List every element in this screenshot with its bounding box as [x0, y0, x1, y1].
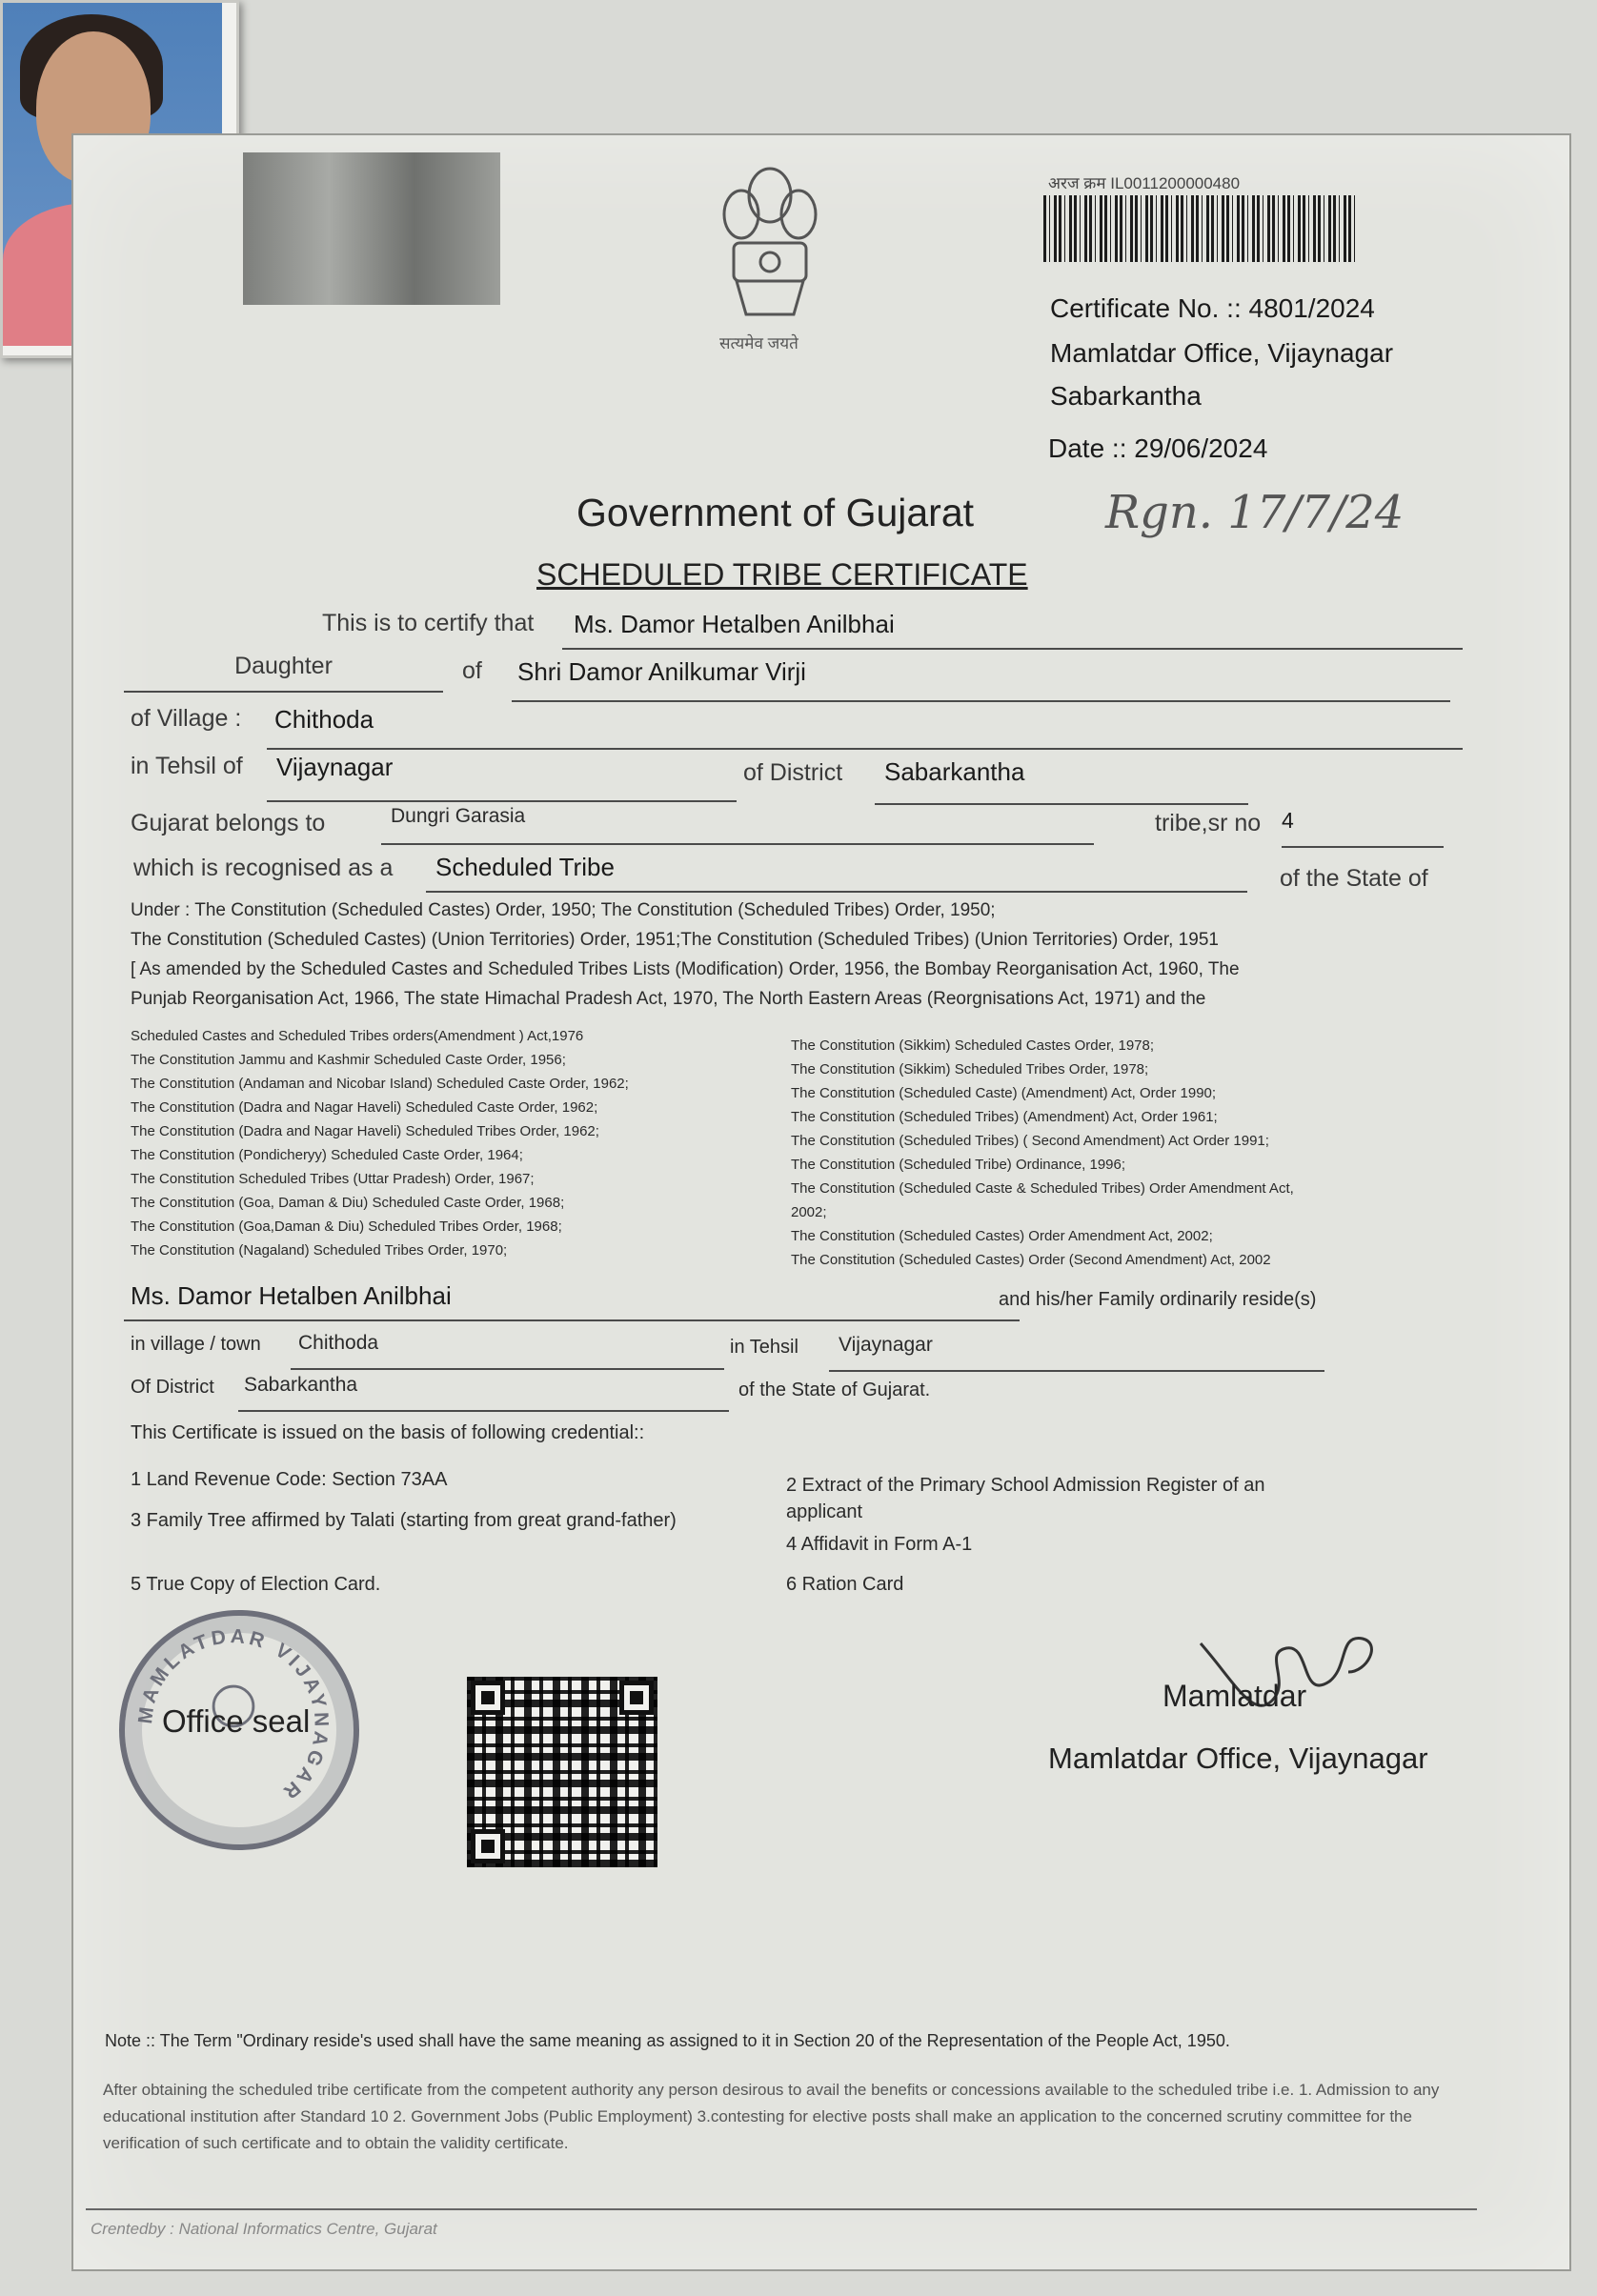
belongs-label: Gujarat belongs to: [131, 810, 326, 836]
recognised-value: Scheduled Tribe: [435, 853, 615, 881]
credential-item: 1 Land Revenue Code: Section 73AA: [131, 1469, 448, 1490]
under-line: Punjab Reorganisation Act, 1966, The state Himachal Pradesh Act, 1970, The North Eastern Areas (Reorgnisations Act, 1971) and the: [131, 989, 1206, 1009]
order-item: The Constitution (Andaman and Nicobar Island) Scheduled Caste Order, 1962;: [131, 1076, 629, 1092]
handwritten-note: Rgn. 17/7/24: [1105, 486, 1405, 539]
orders-left-column: [131, 1024, 778, 1262]
credential-item: 3 Family Tree affirmed by Talati (starting from great grand-father): [131, 1510, 677, 1531]
national-emblem-icon: [713, 162, 827, 333]
of-label: of: [462, 657, 482, 684]
footer-credit: Crentedby : National Informatics Centre, Gujarat: [91, 2220, 437, 2238]
order-item: The Constitution (Goa, Daman & Diu) Scheduled Caste Order, 1968;: [131, 1195, 565, 1211]
qr-finder: [471, 1829, 505, 1863]
order-item: The Constitution (Scheduled Caste) (Amendment) Act, Order 1990;: [791, 1085, 1217, 1101]
order-item: The Constitution (Nagaland) Scheduled Tribes Order, 1970;: [131, 1242, 508, 1259]
order-item: 2002;: [791, 1204, 827, 1220]
barcode: [1043, 195, 1358, 262]
note-paragraph: After obtaining the scheduled tribe certificate from the competent authority any person desirous to avail the benefits or concessions available to the scheduled tribe i.e. 1. Admission to any educational institution after Standard 10 2. Government Jobs (Public Employment) 3.contesting for elective posts shall make an application to the concerned scrutiny committee for the verification of such certificate and to obtain the validity certificate.: [103, 2081, 1440, 2152]
note-line: Note :: The Term "Ordinary reside's used shall have the same meaning as assigned to it in Section 20 of the Representation of the People Act, 1950.: [105, 2031, 1230, 2050]
footer-divider: [86, 2208, 1477, 2210]
certificate-date: Date :: 29/06/2024: [1048, 433, 1268, 463]
reside-label: and his/her Family ordinarily reside(s): [999, 1289, 1317, 1310]
scanned-image-strip: [243, 152, 500, 305]
credentials-intro: This Certificate is issued on the basis of following credential::: [131, 1422, 645, 1443]
emblem-motto: सत्यमेव जयते: [719, 334, 798, 352]
state-of-label: of the State of: [1280, 865, 1428, 892]
signatory-title: Mamlatdar: [1162, 1679, 1307, 1713]
village-value: Chithoda: [274, 705, 374, 734]
father-name: Shri Damor Anilkumar Virji: [517, 657, 806, 686]
credential-item: 4 Affidavit in Form A-1: [786, 1534, 973, 1555]
relation-line: [124, 653, 443, 693]
credential-item: 2 Extract of the Primary School Admission Register of an applicant: [786, 1475, 1265, 1522]
tehsil-value: Vijaynagar: [276, 753, 394, 781]
qr-code: [467, 1677, 657, 1867]
credential-item: 5 True Copy of Election Card.: [131, 1574, 381, 1595]
order-item: The Constitution (Goa,Daman & Diu) Scheduled Tribes Order, 1968;: [131, 1218, 562, 1235]
residence-tehsil: Vijaynagar: [839, 1334, 933, 1356]
order-item: The Constitution (Sikkim) Scheduled Castes Order, 1978;: [791, 1037, 1155, 1054]
tribe-sr-line: [1282, 808, 1444, 848]
order-item: The Constitution (Pondicheryy) Scheduled Caste Order, 1964;: [131, 1147, 523, 1163]
order-item: The Constitution (Scheduled Castes) Order (Second Amendment) Act, 2002: [791, 1252, 1271, 1268]
residence-state-label: of the State of Gujarat.: [738, 1380, 931, 1400]
order-item: Scheduled Castes and Scheduled Tribes orders(Amendment ) Act,1976: [131, 1028, 584, 1044]
order-item: The Constitution (Sikkim) Scheduled Tribes Order, 1978;: [791, 1061, 1149, 1078]
district-value: Sabarkantha: [884, 757, 1025, 786]
office-seal-label: Office seal: [162, 1703, 311, 1739]
residence-village-label: in village / town: [131, 1334, 261, 1355]
tehsil-label: in Tehsil of: [131, 753, 243, 779]
under-line: [ As amended by the Scheduled Castes and Scheduled Tribes Lists (Modification) Order, 1956, the Bombay Reorganisation Act, 1960, The: [131, 959, 1240, 979]
tribe-value: Dungri Garasia: [391, 805, 526, 827]
tribe-sr-value: 4: [1282, 808, 1294, 833]
qr-finder: [619, 1681, 654, 1715]
certificate-number: Certificate No. :: 4801/2024: [1050, 293, 1375, 323]
relation: Daughter: [234, 653, 333, 679]
order-item: The Constitution (Dadra and Nagar Haveli) Scheduled Caste Order, 1962;: [131, 1099, 598, 1116]
credential-item: 6 Ration Card: [786, 1574, 904, 1595]
order-item: The Constitution (Scheduled Caste & Scheduled Tribes) Order Amendment Act,: [791, 1180, 1294, 1197]
applicant-name-line: [562, 610, 1463, 650]
seal-ring-text: MAMLATDAR VIJAYNAGAR: [133, 1625, 333, 1805]
qr-finder: [471, 1681, 505, 1715]
under-line: The Constitution (Scheduled Castes) (Union Territories) Order, 1951;The Constitution (Scheduled Tribes) (Union Territories) Order, 1951: [131, 930, 1219, 950]
father-name-line: [512, 657, 1450, 702]
village-line: [267, 705, 1463, 750]
recognised-label: which is recognised as a: [133, 855, 394, 881]
tehsil-line: [267, 753, 737, 802]
recognised-line: [426, 853, 1247, 893]
order-item: The Constitution Scheduled Tribes (Uttar Pradesh) Order, 1967;: [131, 1171, 535, 1187]
certify-label: This is to certify that: [322, 610, 535, 636]
order-item: The Constitution Jammu and Kashmir Scheduled Caste Order, 1956;: [131, 1052, 566, 1068]
order-item: The Constitution (Scheduled Castes) Order Amendment Act, 2002;: [791, 1228, 1213, 1244]
residence-village: Chithoda: [298, 1332, 379, 1354]
residence-district-line: [238, 1374, 729, 1412]
village-label: of Village :: [131, 705, 242, 732]
order-item: The Constitution (Scheduled Tribes) (Amendment) Act, Order 1961;: [791, 1109, 1218, 1125]
residence-name: Ms. Damor Hetalben Anilbhai: [131, 1281, 452, 1310]
residence-village-line: [291, 1332, 724, 1370]
residence-district: Sabarkantha: [244, 1374, 358, 1396]
orders-right-column: [791, 1034, 1439, 1272]
residence-district-label: Of District: [131, 1377, 214, 1398]
signatory-office: Mamlatdar Office, Vijaynagar: [1048, 1742, 1428, 1775]
residence-tehsil-line: [829, 1334, 1324, 1372]
tribe-sr-label: tribe,sr no: [1155, 810, 1262, 836]
tribe-line: [381, 805, 1094, 845]
residence-tehsil-label: in Tehsil: [730, 1337, 798, 1358]
order-item: The Constitution (Scheduled Tribes) ( Second Amendment) Act Order 1991;: [791, 1133, 1269, 1149]
office-line2: Sabarkantha: [1050, 381, 1202, 411]
barcode-text: अरज क्रम IL0011200000480: [1048, 174, 1241, 192]
government-title: Government of Gujarat: [576, 491, 975, 534]
order-item: The Constitution (Dadra and Nagar Haveli) Scheduled Tribes Order, 1962;: [131, 1123, 599, 1139]
certificate-title: SCHEDULED TRIBE CERTIFICATE: [536, 557, 1028, 592]
district-line: [875, 757, 1248, 805]
under-text-block: [131, 896, 1474, 1014]
applicant-name: Ms. Damor Hetalben Anilbhai: [574, 610, 895, 638]
residence-name-line: [124, 1281, 1020, 1321]
under-line: Under : The Constitution (Scheduled Castes) Order, 1950; The Constitution (Scheduled Tribes) Order, 1950;: [131, 900, 996, 920]
district-label: of District: [743, 759, 843, 786]
office-line1: Mamlatdar Office, Vijaynagar: [1050, 338, 1394, 368]
order-item: The Constitution (Scheduled Tribe) Ordinance, 1996;: [791, 1157, 1126, 1173]
